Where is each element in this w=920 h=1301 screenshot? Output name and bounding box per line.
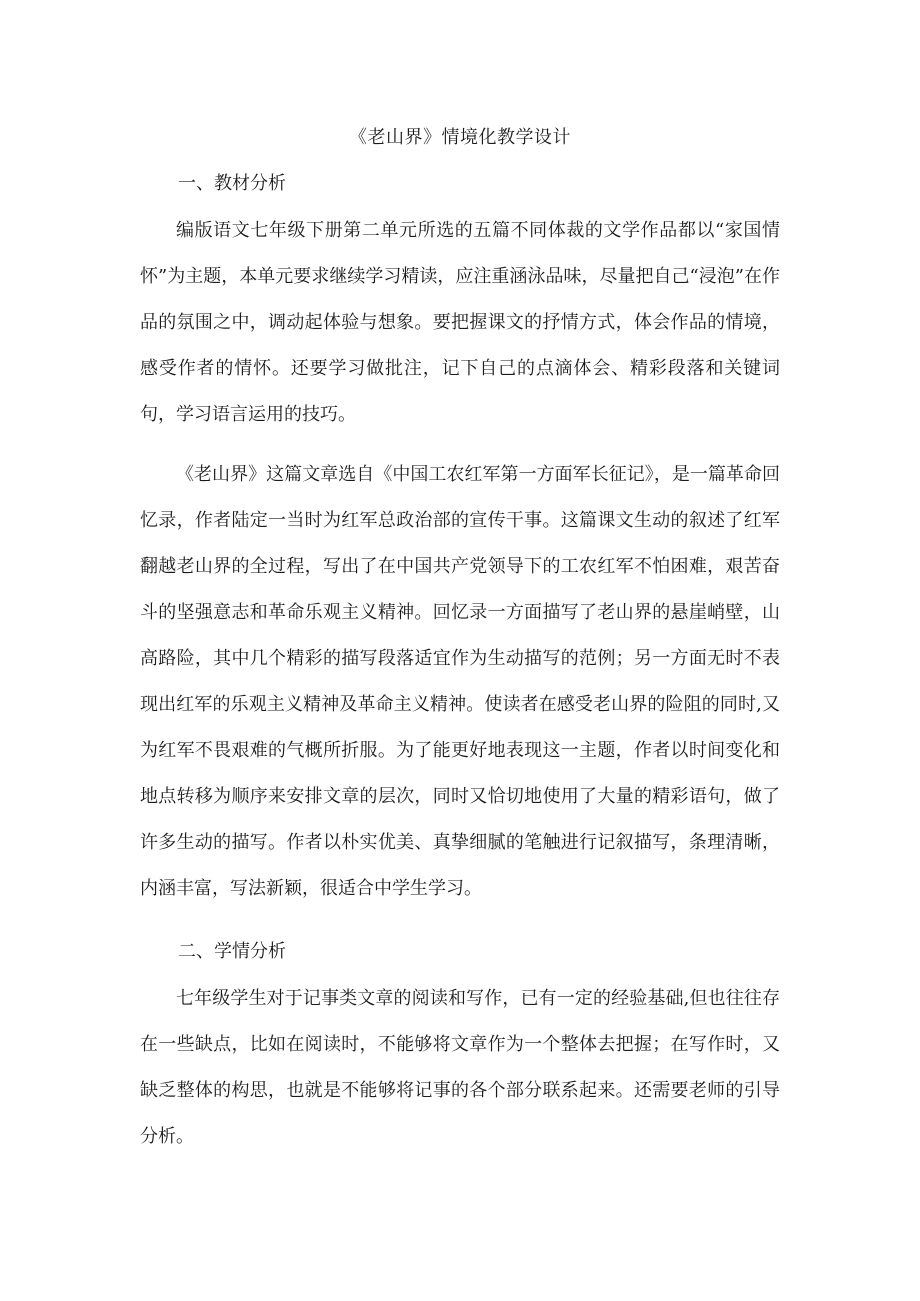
paragraph-student-analysis: 七年级学生对于记事类文章的阅读和写作，已有一定的经验基础,但也往往存在一些缺点，比如在阅读时，不能够将文章作为一个整体去把握；在写作时，又缺乏整体的构思，也就是不能够将记事的各个部分联系起来。还需要老师的引导分析。 [140, 988, 780, 1147]
document-title: 《老山界》情境化教学设计 [349, 127, 571, 148]
paragraph-text-analysis: 《老山界》这篇文章选自《中国工农红军第一方面军长征记》，是一篇革命回忆录，作者陆定一当时为红军总政治部的宣传干事。这篇课文生动的叙述了红军翻越老山界的全过程，写出了在中国共产党领导下的工农红军不怕困难，艰苦奋斗的坚强意志和革命乐观主义精神。回忆录一方面描写了老山界的悬崖峭壁，山高路险，其中几个精彩的描写段落适宜作为生动描写的范例；另一方面无时不表现出红军的乐观主义精神及革命主义精神。使读者在感受老山界的险阻的同时,又为红军不畏艰难的气概所折服。为了能更好地表现这一主题，作者以时间变化和地点转移为顺序来安排文章的层次，同时又恰切地使用了大量的精彩语句，做了许多生动的描写。作者以朴实优美、真挚细腻的笔触进行记叙描写，条理清晰，内涵丰富，写法新颖，很适合中学生学习。 [140, 464, 780, 899]
section-heading-student-analysis: 二、学情分析 [178, 941, 286, 962]
paragraph-unit-overview: 编版语文七年级下册第二单元所选的五篇不同体裁的文学作品都以“家国情怀”为主题，本单元要求继续学习精读，应注重涵泳品味，尽量把自己“浸泡”在作品的氛围之中，调动起体验与想象。要把握课文的抒情方式，体会作品的情境，感受作者的情怀。还要学习做批注，记下自己的点滴体会、精彩段落和关键词句，学习语言运用的技巧。 [140, 220, 780, 425]
section-heading-textbook-analysis: 一、教材分析 [178, 173, 286, 194]
